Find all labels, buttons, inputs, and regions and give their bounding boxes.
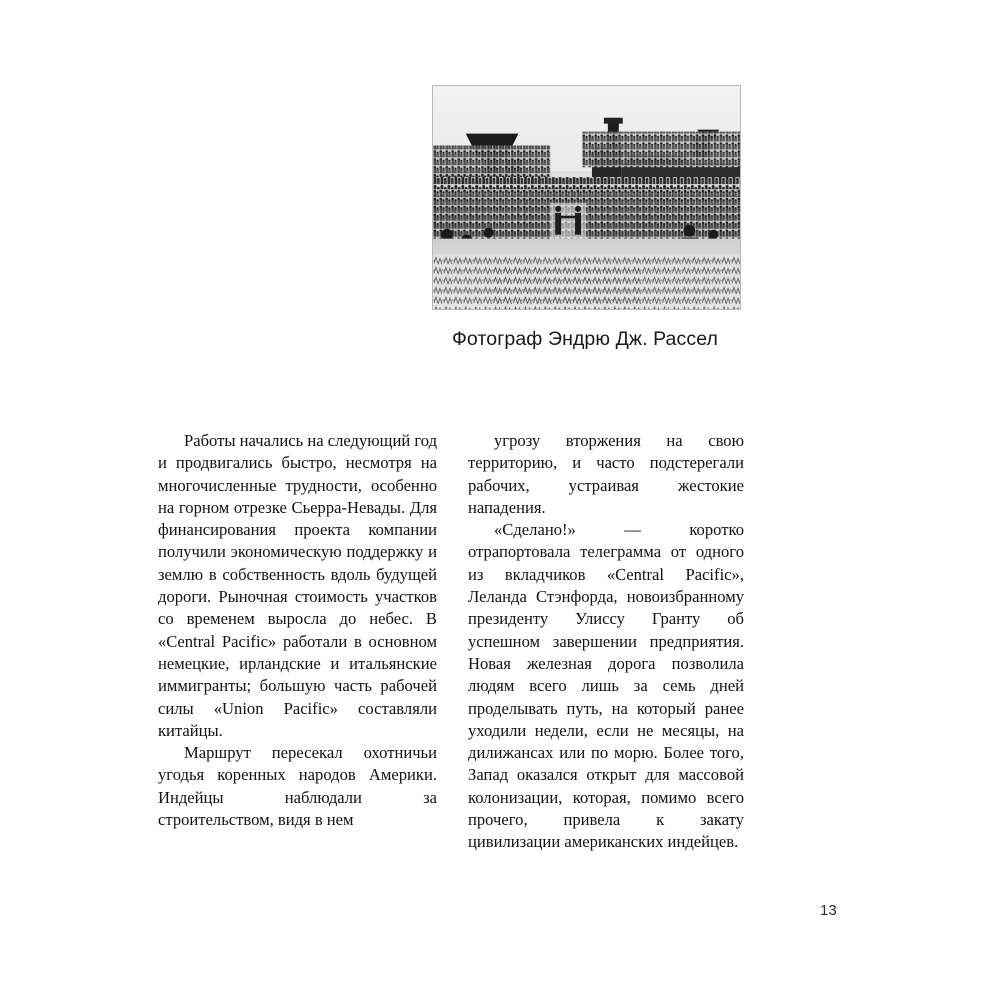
text-column-left xyxy=(158,430,437,831)
figure-caption: Фотограф Эндрю Дж. Рассел xyxy=(452,328,718,350)
paragraph: Работы начались на следующий год и продвигались быстро, несмотря на многочисленные трудности, особенно на горном отрезке Сьерра-Невады. Для финансирования проекта компании получили экономическую поддержку и землю в собственность вдоль будущей дороги. Рыночная стоимость участков со временем выросла до небес. В «Central Pacific» работали в основном немецкие, ирландские и итальянские иммигранты; большую часть рабочей силы «Union Pacific» составляли китайцы. xyxy=(158,431,438,740)
paragraph: Маршрут пересекал охотничьи угодья коренных народов Америки. Индейцы наблюдали за строительством, видя в нем xyxy=(158,743,437,830)
paragraph: угрозу вторжения на свою территорию, и часто подстерегали рабочих, устраивая жестокие нападения. xyxy=(468,431,744,517)
paragraph: «Сделано!» — коротко отрапортовала телеграмма от одного из вкладчиков «Central Pacific», Леланда Стэнфорда, новоизбранному президенту Улиссу Гранту об успешном завершении предприятия. Новая железная дорога позволила людям всего лишь за семь дней проделывать путь, на который ранее уходили недели, если не месяцы, на дилижансах или по морю. Более того, Запад оказался открыт для массовой колонизации, которая, помимо всего прочего, привела к закату цивилизации американских индейцев. xyxy=(468,520,744,852)
text-column-right xyxy=(468,430,744,854)
golden-spike-ceremony-photo xyxy=(432,85,741,310)
figure-container xyxy=(432,85,741,310)
page-number: 13 xyxy=(820,902,837,919)
